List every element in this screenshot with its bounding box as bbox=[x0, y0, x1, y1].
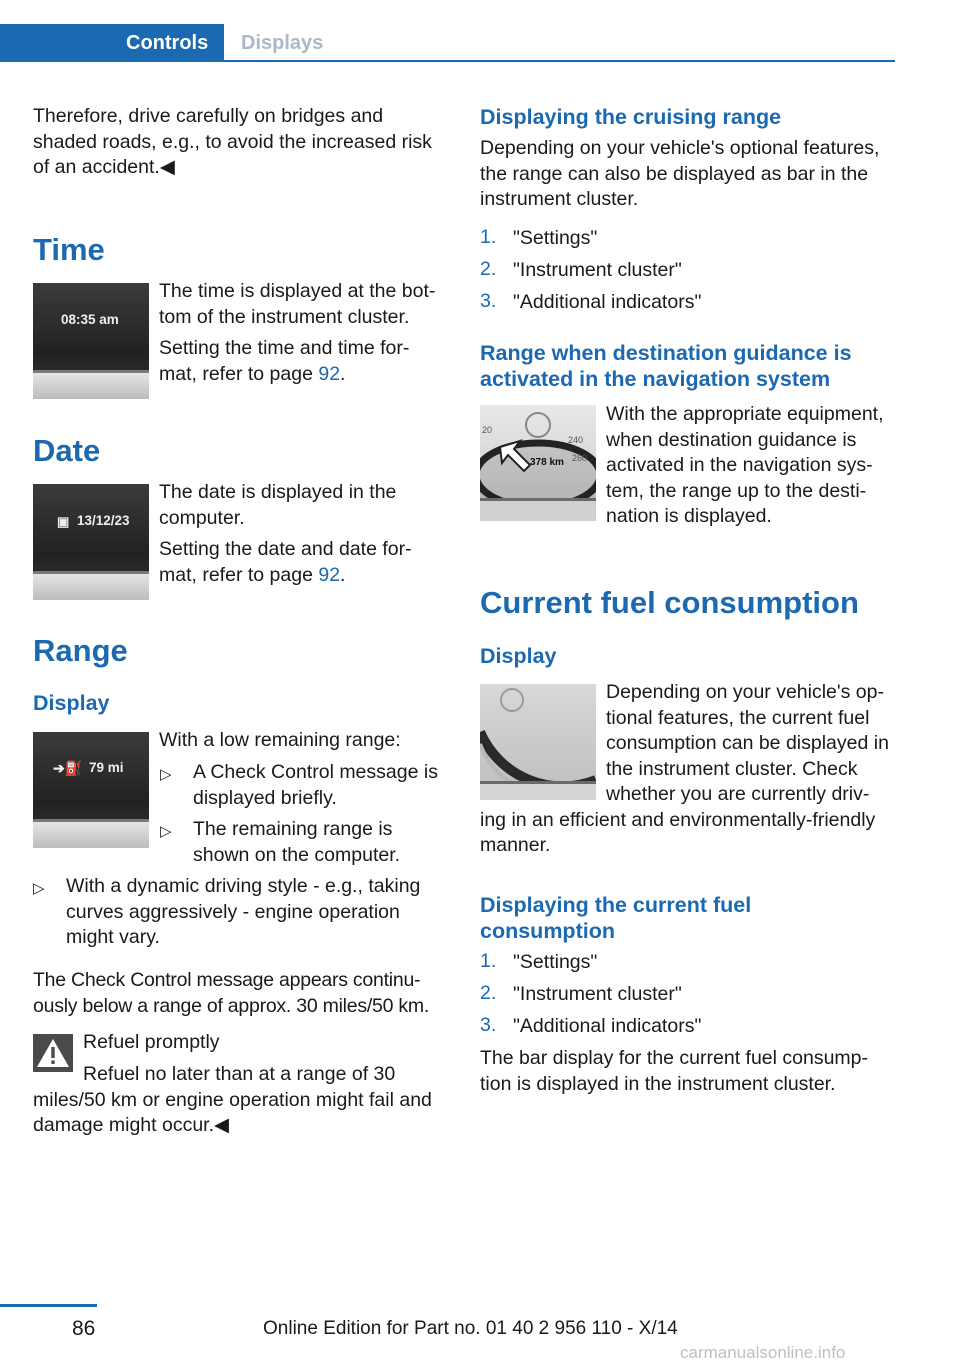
svg-text:20: 20 bbox=[482, 425, 493, 435]
time-display-label: 08:35 am bbox=[61, 312, 119, 327]
range-display-label: 79 mi bbox=[89, 760, 124, 775]
page-number: 86 bbox=[72, 1317, 96, 1340]
time-ref-text: Setting the time and time for‐ mat, refer to page bbox=[159, 337, 410, 385]
section-title-fuel-consumption: Current fuel consumption bbox=[480, 585, 859, 620]
range-paragraph: The Check Control message appears continu‐ ously below a range of approx. 30 miles/50 km. bbox=[33, 969, 430, 1017]
time-display-image bbox=[33, 283, 149, 399]
range-display-image bbox=[33, 732, 149, 848]
fuel-step-3: "Additional indicators" bbox=[513, 1015, 702, 1037]
time-paragraph-2 bbox=[159, 336, 449, 387]
fuel-pump-icon: ➔⛽ bbox=[53, 760, 83, 776]
cruise-step-2: "Instrument cluster" bbox=[513, 259, 682, 281]
range-bullet-1: A Check Control message is displayed briefly. bbox=[193, 761, 438, 809]
section-title-range: Range bbox=[33, 633, 128, 668]
step-number: 1. bbox=[480, 226, 497, 248]
image-strip bbox=[33, 822, 149, 848]
bullet-triangle-icon: ▷ bbox=[160, 766, 172, 783]
bullet-triangle-icon: ▷ bbox=[160, 823, 172, 840]
date-display-image bbox=[33, 484, 149, 600]
step-number: 3. bbox=[480, 290, 497, 312]
fuel-display-text bbox=[480, 680, 895, 859]
footer-divider bbox=[0, 1304, 97, 1307]
range-bullet-3: With a dynamic driving style - e.g., taking curves aggressively - engine operation might vary. bbox=[66, 875, 421, 948]
fuel-display-text-content: Depending on your vehicle's op‐ tional features, the current fuel consumption can be displayed in the instrument cluster. Check whether you are currently driv‐ ing in an efficient and environmentally-friendly manner. bbox=[480, 681, 889, 856]
subheading-destination-range: Range when destination guidance is activated in the navigation system bbox=[480, 341, 852, 391]
range-bullet-2: The remaining range is shown on the computer. bbox=[193, 818, 401, 866]
date-ref-end: . bbox=[340, 563, 346, 586]
step-number: 2. bbox=[480, 982, 497, 1004]
navigation-range-image bbox=[480, 405, 596, 521]
subheading-range-display: Display bbox=[33, 691, 110, 715]
step-number: 3. bbox=[480, 1014, 497, 1036]
section-title-time: Time bbox=[33, 232, 105, 267]
calendar-icon: ▣ bbox=[57, 514, 70, 529]
float-spacer bbox=[480, 680, 606, 806]
fuel-step-2: "Instrument cluster" bbox=[513, 983, 682, 1005]
destination-range-text: With the appropriate equipment, when destination guidance is activated in the navigation sys‐ tem, the range up to the desti‐ nation is displayed. bbox=[606, 403, 884, 527]
subheading-cruising-range: Displaying the cruising range bbox=[480, 105, 782, 129]
bullet-triangle-icon: ▷ bbox=[33, 880, 45, 897]
date-display-label: 13/12/23 bbox=[77, 513, 130, 528]
step-number: 1. bbox=[480, 950, 497, 972]
date-paragraph-1: The date is displayed in the computer. bbox=[159, 481, 397, 529]
page-header bbox=[0, 0, 895, 62]
subheading-fuel-display: Display bbox=[480, 644, 557, 668]
cruise-step-3: "Additional indicators" bbox=[513, 291, 702, 313]
tab-displays[interactable]: Displays bbox=[241, 32, 324, 54]
header-divider bbox=[0, 60, 895, 62]
svg-text:260: 260 bbox=[572, 453, 588, 463]
svg-text:240: 240 bbox=[568, 435, 584, 445]
warning-title: Refuel promptly bbox=[83, 1031, 220, 1053]
tab-controls[interactable]: Controls bbox=[0, 24, 224, 62]
image-strip bbox=[33, 373, 149, 399]
fuel-closing-text: The bar display for the current fuel consump‐ tion is displayed in the instrument cluster. bbox=[480, 1047, 869, 1095]
fuel-step-1: "Settings" bbox=[513, 951, 598, 973]
range-intro: With a low remaining range: bbox=[159, 729, 401, 751]
image-strip bbox=[33, 574, 149, 600]
date-ref-text: Setting the date and date for‐ mat, refer to page bbox=[159, 538, 412, 586]
page-link-92-time[interactable]: 92 bbox=[318, 362, 341, 385]
warning-text: Refuel no later than at a range of 30 miles/50 km or engine operation might fail and damage might occur.◀ bbox=[33, 1063, 432, 1136]
edition-info: Online Edition for Part no. 01 40 2 956 110 - X/14 bbox=[263, 1318, 678, 1339]
step-number: 2. bbox=[480, 258, 497, 280]
time-paragraph-1: The time is displayed at the bot‐ tom of the instrument cluster. bbox=[159, 280, 436, 328]
section-title-date: Date bbox=[33, 433, 101, 468]
cruising-range-text: Depending on your vehicle's optional features, the range can also be displayed as bar in the instrument cluster. bbox=[480, 137, 880, 210]
time-ref-end: . bbox=[340, 362, 346, 385]
page-link-92-date[interactable]: 92 bbox=[318, 563, 341, 586]
watermark: carmanualsonline.info bbox=[680, 1343, 846, 1362]
subheading-current-fuel: Displaying the current fuel consumption bbox=[480, 893, 752, 943]
intro-paragraph: Therefore, drive carefully on bridges and shaded roads, e.g., to avoid the increased risk of an accident.◀ bbox=[33, 105, 432, 178]
cruise-step-1: "Settings" bbox=[513, 227, 598, 249]
date-paragraph-2 bbox=[159, 537, 449, 588]
navigation-range-label: 378 km bbox=[530, 457, 564, 468]
